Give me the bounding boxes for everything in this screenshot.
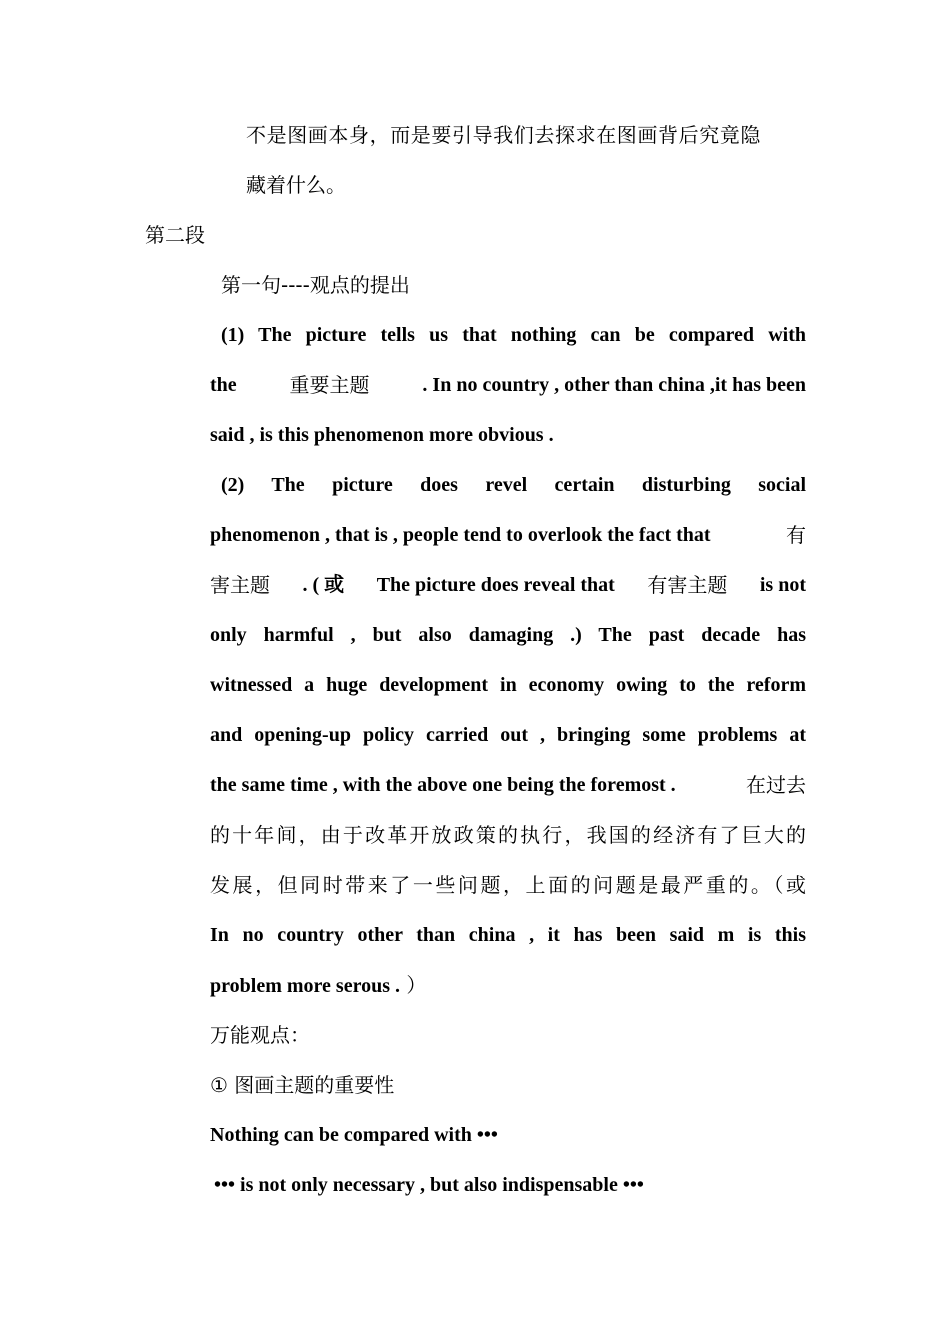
- phrase-line: Nothing can be compared with •••: [210, 1124, 498, 1146]
- paragraph-line: 不是图画本身，而是要引导我们去探求在图画背后究竟隐: [246, 123, 761, 147]
- phrase-line: ••• is not only necessary , but also indispensable •••: [214, 1174, 644, 1196]
- subheading: [221, 272, 410, 298]
- text-run: problem more serous .: [210, 975, 400, 997]
- paragraph-line: 藏着什么。: [246, 173, 346, 197]
- section-heading: 第二段: [145, 223, 205, 247]
- paragraph-line: said , is this phenomenon more obvious .: [210, 424, 554, 446]
- list-item: ① 图画主题的重要性: [210, 1073, 395, 1097]
- text-run: the: [210, 374, 237, 396]
- paragraph-line: witnessed a huge development in economy owing to the reform: [210, 674, 806, 696]
- paragraph-line: [210, 772, 806, 798]
- text-run: ）: [406, 973, 427, 997]
- paragraph-line: (1) The picture tells us that nothing can be compared with: [221, 324, 806, 346]
- paragraph-line: 的十年间，由于改革开放政策的执行，我国的经济有了巨大的: [210, 823, 806, 847]
- text-run: 有害主题: [647, 573, 728, 597]
- text-run: 在过去: [746, 773, 806, 797]
- paragraph-line: 发展，但同时带来了一些问题，上面的问题是最严重的。（或: [210, 873, 806, 897]
- text-run: . ( 或: [302, 574, 345, 596]
- paragraph-line: [210, 972, 426, 999]
- paragraph-line: [210, 372, 806, 398]
- paragraph-line: [210, 572, 806, 598]
- text-run: 重要主题: [289, 373, 370, 397]
- text-run: The picture does reveal that: [376, 574, 615, 596]
- paragraph-line: and opening-up policy carried out , bringing some problems at: [210, 724, 806, 746]
- text-run: the same time , with the above one being the foremost .: [210, 774, 676, 796]
- paragraph-line: In no country other than china , it has been said m is this: [210, 924, 806, 946]
- text-run: is not: [759, 574, 806, 596]
- text-run: . In no country , other than china ,it has been: [422, 374, 806, 396]
- paragraph-line: [210, 522, 806, 548]
- text-run: 有: [786, 523, 806, 547]
- subheading-text: 第一句----观点的提出: [221, 273, 410, 297]
- list-heading: 万能观点：: [210, 1023, 310, 1047]
- text-run: 害主题: [210, 573, 270, 597]
- text-run: phenomenon , that is , people tend to overlook the fact that: [210, 524, 711, 546]
- paragraph-line: (2) The picture does revel certain disturbing social: [221, 474, 806, 496]
- paragraph-line: only harmful , but also damaging .) The past decade has: [210, 624, 806, 646]
